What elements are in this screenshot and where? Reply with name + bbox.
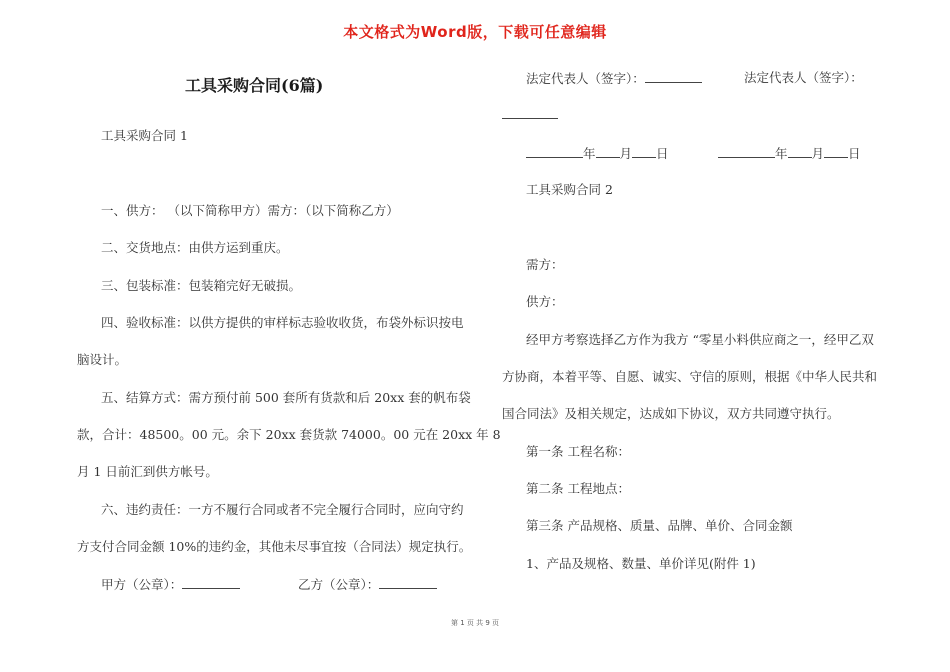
article-3-specs: 第三条 产品规格、质量、品牌、单价、合同金额 xyxy=(526,518,793,533)
clause-settlement-line1: 五、结算方式：需方预付前 500 套所有货款和后 20xx 套的帆布袋 xyxy=(101,390,471,405)
contract-1-heading: 工具采购合同 1 xyxy=(101,128,188,143)
clause-settlement-line3: 月 1 日前汇到供方帐号。 xyxy=(77,464,218,479)
year-label: 年 xyxy=(775,146,788,161)
rep-b-signature-line xyxy=(502,106,558,123)
buyer-label: 需方： xyxy=(526,257,564,272)
contract-2-heading: 工具采购合同 2 xyxy=(526,182,613,197)
party-a-seal-line xyxy=(101,576,240,593)
item-1-specs-detail: 1、产品及规格、数量、单价详见(附件 1) xyxy=(526,556,756,571)
contract-2-intro-line2: 方协商，本着平等、自愿、诚实、守信的原则，根据《中华人民共和 xyxy=(502,369,878,384)
clause-inspection-line1: 四、验收标准：以供方提供的审样标志验收收货，布袋外标识按电 xyxy=(101,315,464,330)
date-b-month-blank[interactable] xyxy=(788,145,812,158)
date-a-year-blank[interactable] xyxy=(526,145,583,158)
clause-liability-line1: 六、违约责任：一方不履行合同或者不完全履行合同时，应向守约 xyxy=(101,502,464,517)
rep-b-signature-label: 法定代表人（签字）： xyxy=(744,70,863,85)
clause-packaging: 三、包装标准：包装箱完好无破损。 xyxy=(101,278,302,293)
clause-delivery: 二、交货地点：由供方运到重庆。 xyxy=(101,240,289,255)
rep-b-signature-blank[interactable] xyxy=(502,106,558,119)
clause-supplier: 一、供方： （以下简称甲方）需方：（以下简称乙方） xyxy=(101,203,399,218)
clause-inspection-line2: 脑设计。 xyxy=(77,352,128,367)
date-a-month-blank[interactable] xyxy=(596,145,620,158)
party-b-seal-label: 乙方（公章）： xyxy=(298,577,380,592)
party-a-seal-blank[interactable] xyxy=(182,576,240,589)
date-a-day-blank[interactable] xyxy=(632,145,656,158)
year-label: 年 xyxy=(583,146,596,161)
supplier-label: 供方： xyxy=(526,294,564,309)
day-label: 日 xyxy=(848,146,861,161)
clause-settlement-line2: 款，合计：48500。00 元。余下 20xx 套货款 74000。00 元在 20xx 年 8 xyxy=(77,427,501,442)
month-label: 月 xyxy=(619,146,633,161)
clause-liability-line2: 方支付合同金额 10%的违约金，其他未尽事宜按（合同法）规定执行。 xyxy=(77,539,472,554)
article-2-project-location: 第二条 工程地点： xyxy=(526,481,630,496)
month-label: 月 xyxy=(811,146,825,161)
rep-a-signature-label: 法定代表人（签字）： xyxy=(526,71,645,86)
party-a-seal-label: 甲方（公章）： xyxy=(101,577,183,592)
date-b-day-blank[interactable] xyxy=(824,145,848,158)
contract-2-intro-line3: 国合同法》及相关规定，达成如下协议，双方共同遵守执行。 xyxy=(502,406,840,421)
day-label: 日 xyxy=(656,146,669,161)
date-line-b xyxy=(718,145,861,162)
article-1-project-name: 第一条 工程名称： xyxy=(526,444,630,459)
date-line-a xyxy=(526,145,669,162)
word-format-banner: 本文格式为Word版，下载可任意编辑 xyxy=(343,23,607,41)
page-number-footer: 第 1 页 共 9 页 xyxy=(450,619,500,627)
party-b-seal-blank[interactable] xyxy=(379,576,437,589)
date-b-year-blank[interactable] xyxy=(718,145,775,158)
contract-2-intro-line1: 经甲方考察选择乙方作为我方 “零星小料供应商之一，经甲乙双 xyxy=(526,332,874,347)
document-title: 工具采购合同(6篇) xyxy=(185,76,324,95)
rep-a-signature-line xyxy=(526,70,702,87)
rep-a-signature-blank[interactable] xyxy=(645,70,702,83)
party-b-seal-line xyxy=(298,576,437,593)
